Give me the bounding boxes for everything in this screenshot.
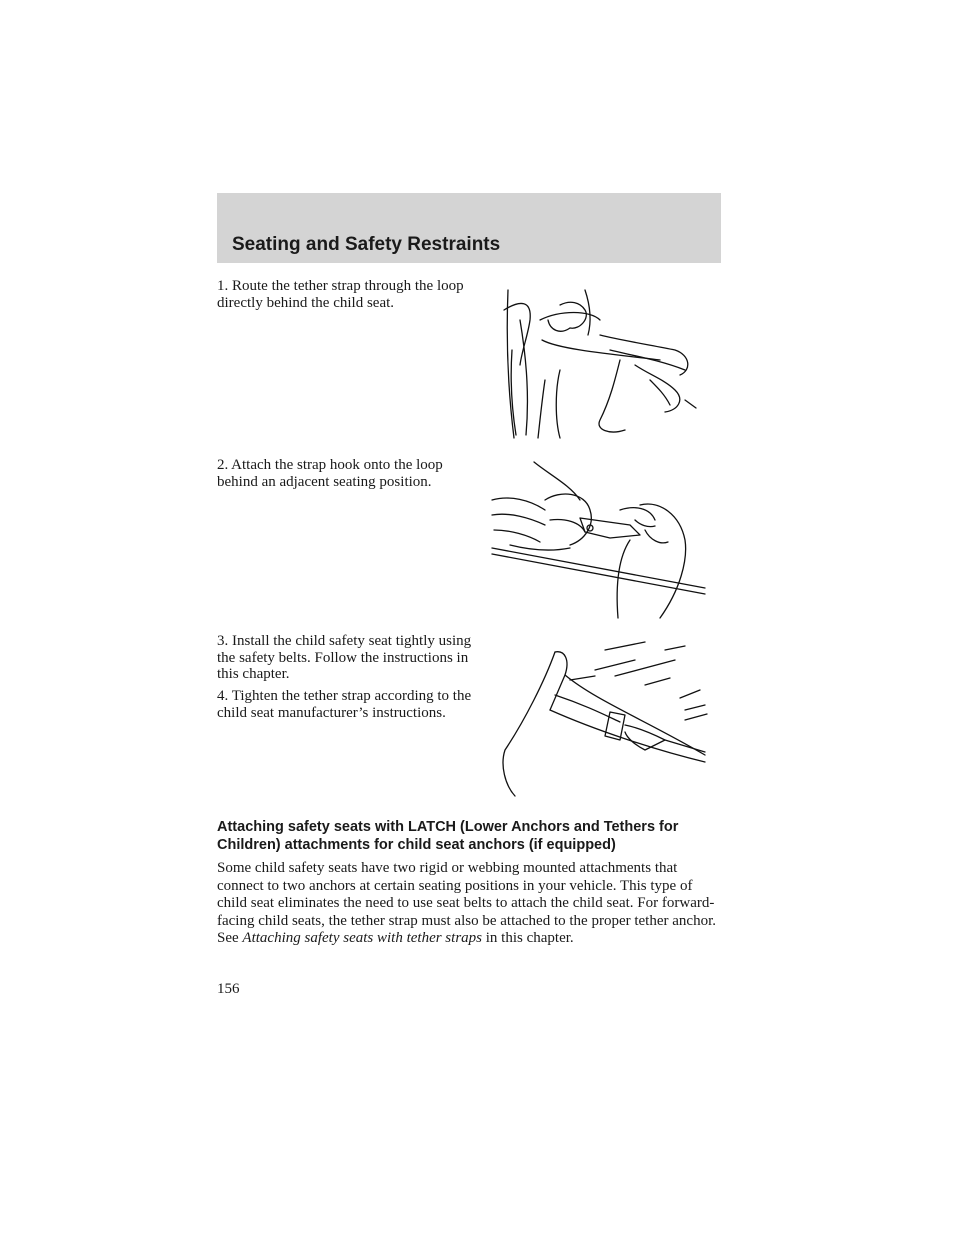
body-paragraph — [217, 860, 725, 948]
step-1-text: 1. Route the tether strap through the loop directly behind the child seat. — [217, 278, 464, 311]
page-title: Seating and Safety Restraints — [232, 234, 501, 255]
header-band — [217, 193, 721, 263]
body-text-start: Some child safety seats have two rigid or webbing mounted attachments that connect to two anchors at certain seating positions in your vehicle. This type of child seat eliminates the need to use seat belts to attach the child seat. For forward-facing child seats, the tether strap must also be attached to the proper tether anchor. See — [217, 860, 716, 946]
step-3-text: 3. Install the child safety seat tightly using the safety belts. Follow the instructions in this chapter. — [217, 633, 472, 682]
step-4-text: 4. Tighten the tether strap according to the child seat manufacturer’s instructions. — [217, 688, 472, 721]
cross-reference: Attaching safety seats with tether straps — [242, 930, 482, 946]
page-number: 156 — [217, 981, 240, 997]
tether-routing-illustration — [500, 280, 700, 440]
body-text-end: in this chapter. — [482, 930, 574, 946]
section-heading: Attaching safety seats with LATCH (Lower Anchors and Tethers for Children) attachments for child seat anchors (if equipped) — [217, 819, 679, 853]
tether-tightening-illustration — [495, 640, 710, 798]
step-2-text: 2. Attach the strap hook onto the loop behind an adjacent seating position. — [217, 457, 443, 490]
strap-hook-illustration — [490, 460, 710, 620]
